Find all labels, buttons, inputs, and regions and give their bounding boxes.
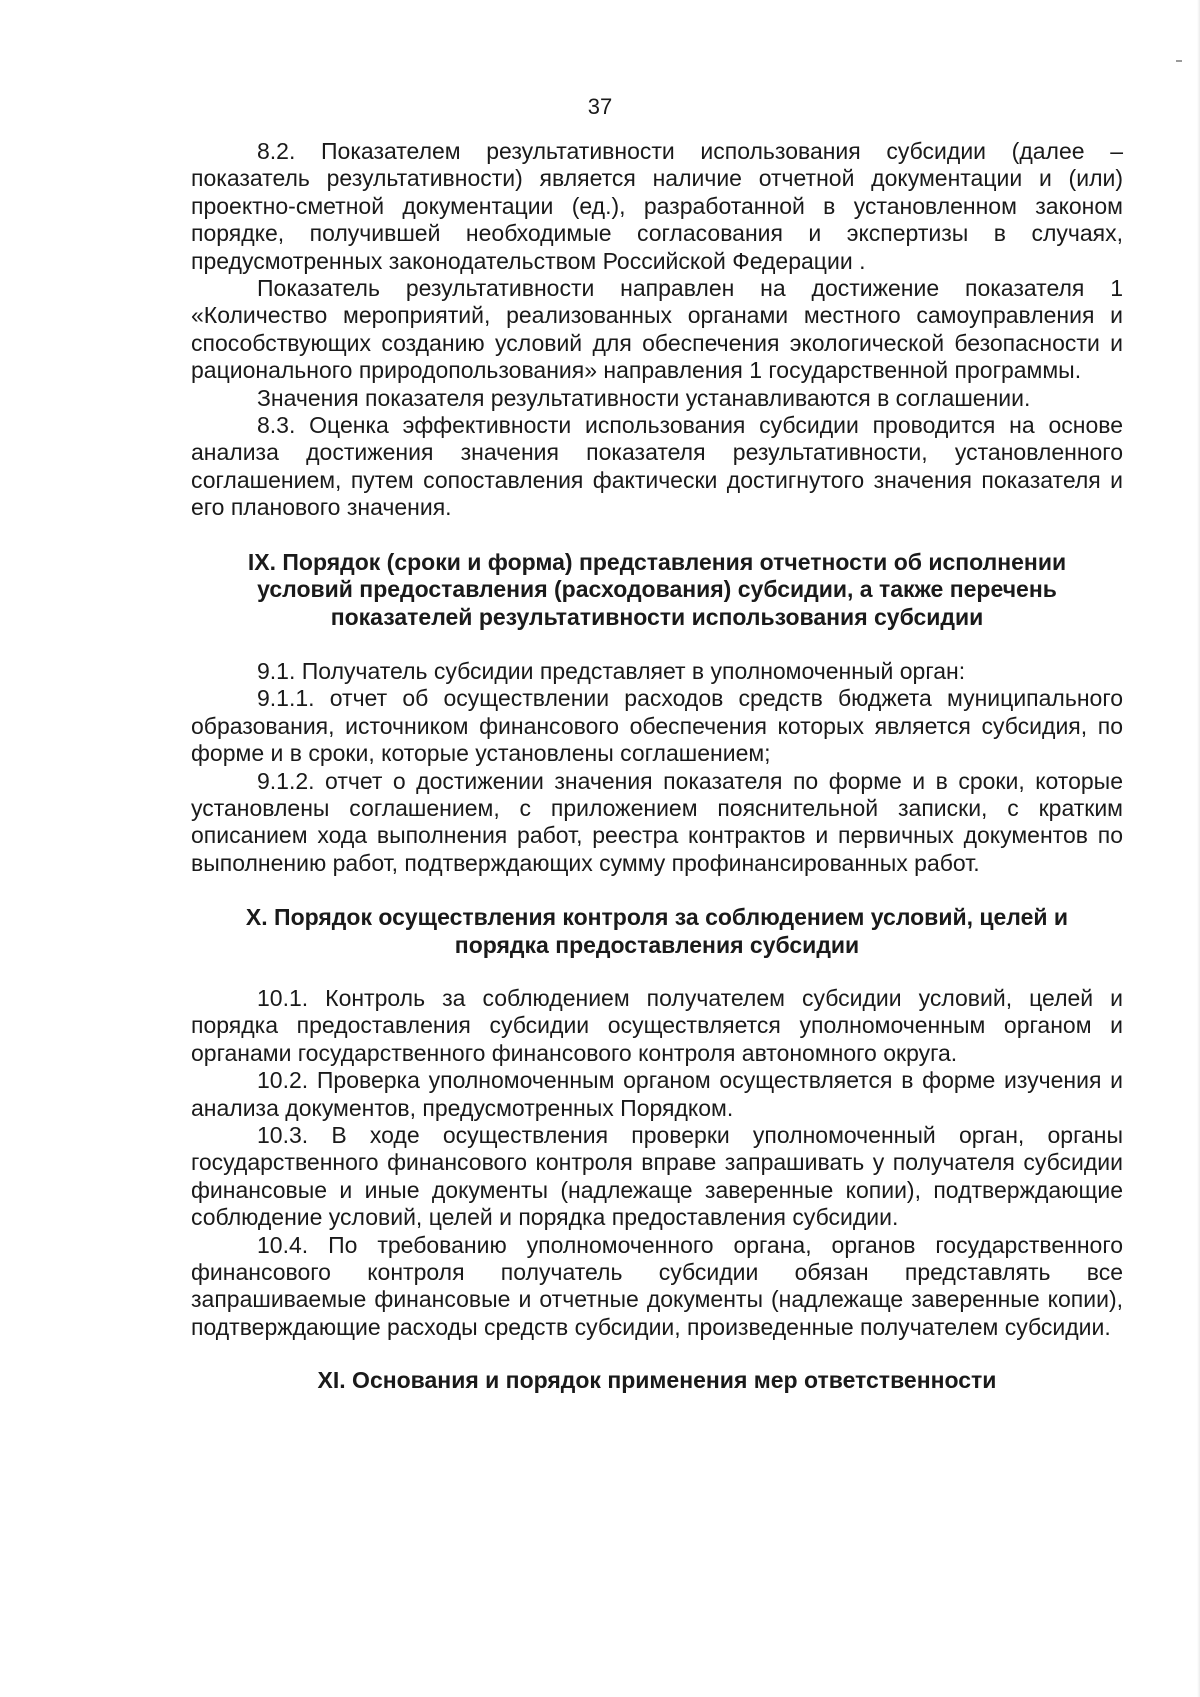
paragraph-8-3: 8.3. Оценка эффективности использования субсидии проводится на основе анализа достижения значения показателя результативности, установленного соглашением, путем сопоставления фактически достигнутого значения показателя и его планового значения. xyxy=(191,412,1123,521)
document-body xyxy=(191,138,1123,1395)
scan-speck xyxy=(1176,60,1182,62)
paragraph-10-3: 10.3. В ходе осуществления проверки уполномоченный орган, органы государственного финансового контроля вправе запрашивать у получателя субсидии финансовые и иные документы (надлежаще заверенные копии), подтверждающие соблюдение условий, целей и порядка предоставления субсидии. xyxy=(191,1122,1123,1231)
paragraph-10-2: 10.2. Проверка уполномоченным органом осуществляется в форме изучения и анализа документов, предусмотренных Порядком. xyxy=(191,1067,1123,1121)
section-heading-xi: XI. Основания и порядок применения мер ответственности xyxy=(317,1367,997,1394)
paragraph-9-1-2: 9.1.2. отчет о достижении значения показателя по форме и в сроки, которые установлены соглашением, с приложением пояснительной записки, с кратким описанием хода выполнения работ, реестра контрактов и первичных документов по выполнению работ, подтверждающих сумму профинансированных работ. xyxy=(191,767,1123,876)
paragraph-10-1: 10.1. Контроль за соблюдением получателем субсидии условий, целей и порядка предоставления субсидии осуществляется уполномоченным органом и органами государственного финансового контроля автономного округа. xyxy=(191,984,1123,1066)
section-heading-x: X. Порядок осуществления контроля за соблюдением условий, целей и порядка предоставления субсидии xyxy=(245,904,1069,958)
page-number: 37 xyxy=(587,94,613,119)
paragraph-10-4: 10.4. По требованию уполномоченного органа, органов государственного финансового контроля получатель субсидии обязан представлять все запрашиваемые финансовые и отчетные документы (надлежаще заверенные копии), подтверждающие расходы средств субсидии, произведенные получателем субсидии. xyxy=(191,1231,1123,1340)
paragraph-9-1: 9.1. Получатель субсидии представляет в уполномоченный орган: xyxy=(257,657,966,684)
paragraph-indicator: Показатель результативности направлен на достижение показателя 1 «Количество мероприятий, реализованных органами местного самоуправления и способствующих созданию условий для обеспечения экологической безопасности и рационального природопользования» направления 1 государственной программы. xyxy=(191,275,1123,384)
section-heading-ix: IX. Порядок (сроки и форма) представления отчетности об исполнении условий предоставления (расходования) субсидии, а также перечень показателей результативности использования субсидии xyxy=(247,548,1067,630)
paragraph-indicator-values: Значения показателя результативности устанавливаются в соглашении. xyxy=(257,384,1031,411)
paragraph-9-1-1: 9.1.1. отчет об осуществлении расходов средств бюджета муниципального образования, источником финансового обеспечения которых является субсидия, по форме и в сроки, которые установлены соглашением; xyxy=(191,685,1123,767)
paragraph-8-2: 8.2. Показателем результативности использования субсидии (далее – показатель результативности) является наличие отчетной документации и (или) проектно-сметной документации (ед.), разработанной в установленном законом порядке, получившей необходимые согласования и экспертизы в случаях, предусмотренных законодательством Российской Федерации . xyxy=(191,138,1123,274)
